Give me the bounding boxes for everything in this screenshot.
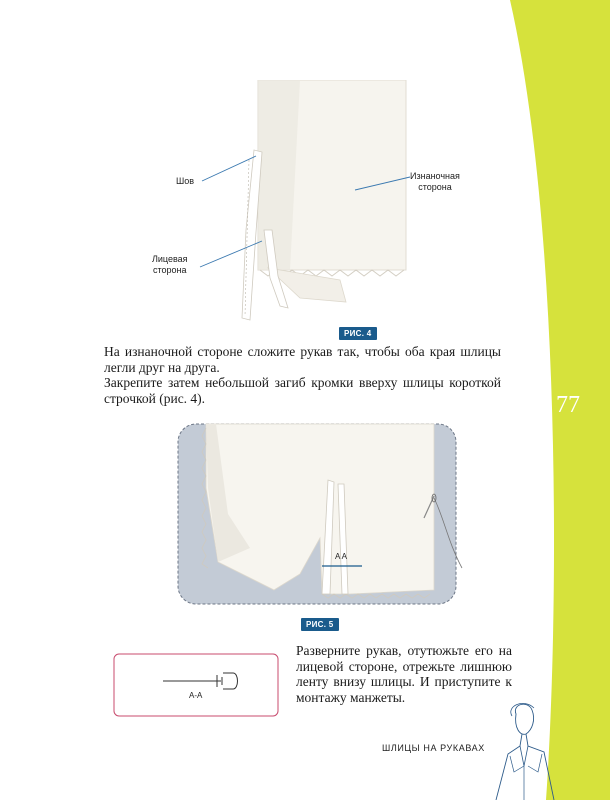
instruction-step-1: На изнаночной стороне сложите рукав так, чтобы оба края шлицы легли друг на друга. — [104, 344, 501, 375]
figure-4-badge: РИС. 4 — [339, 327, 377, 340]
figure-5-section-label: A A — [335, 552, 348, 561]
figure-4-illustration — [150, 80, 480, 330]
fashion-figure-sketch — [488, 700, 560, 800]
figure-5-badge: РИС. 5 — [301, 618, 339, 631]
figure-5-illustration — [172, 418, 464, 610]
label-wrong-side: Изнаночная сторона — [410, 171, 460, 192]
final-instruction-text: Разверните рукав, отутюжьте его на лицевой стороне, отрежьте лишнюю ленту внизу шлицы. И приступите к монтажу манжеты. — [296, 643, 512, 705]
label-seam: Шов — [176, 176, 195, 186]
page-number: 77 — [556, 392, 580, 418]
cross-section-diagram — [113, 653, 279, 717]
instruction-step-2: Закрепите затем небольшой загиб кромки вверху шлицы короткой строчкой (рис. 4). — [104, 375, 501, 406]
instruction-text — [104, 344, 501, 406]
cross-section-label: A-A — [189, 691, 203, 700]
label-right-side: Лицевая сторона — [152, 254, 188, 275]
section-footer-title: ШЛИЦЫ НА РУКАВАХ — [382, 743, 485, 753]
